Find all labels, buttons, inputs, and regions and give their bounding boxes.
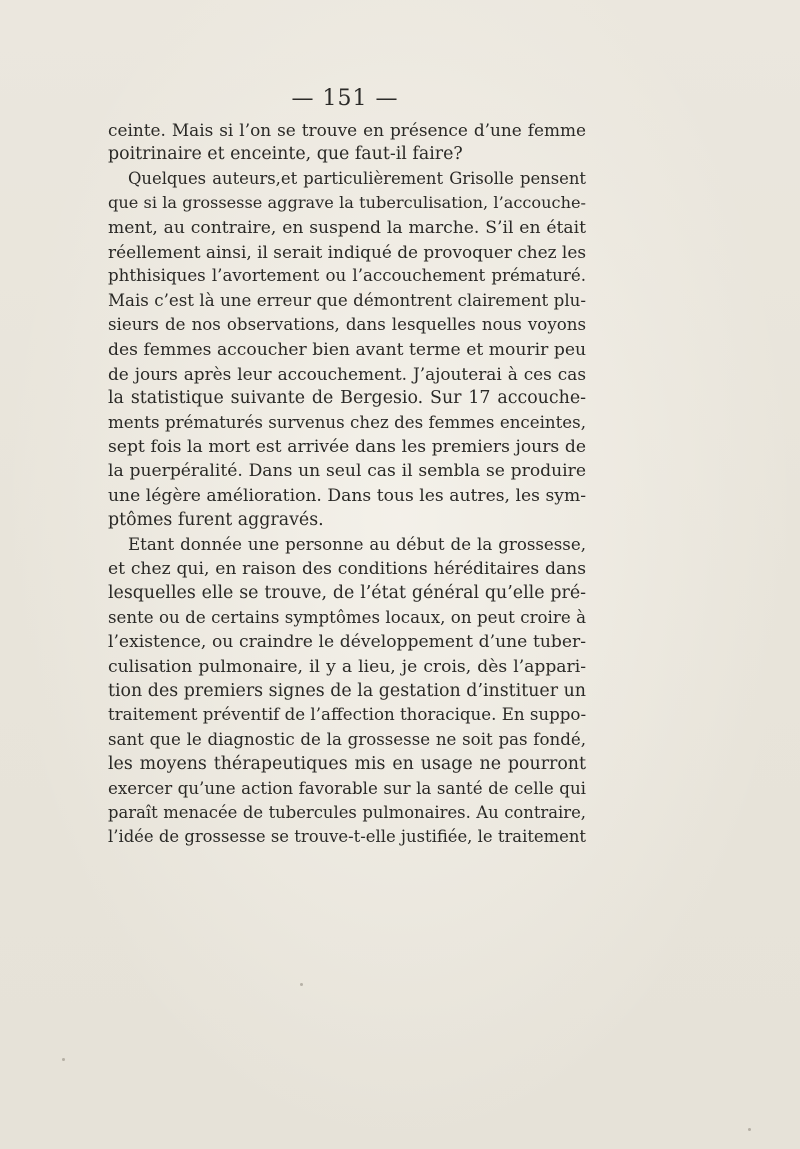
page-number: — 151 — xyxy=(291,86,399,111)
text-line: sept fois la mort est arrivée dans les premiers jours de xyxy=(108,437,586,458)
paper-speck xyxy=(300,983,303,986)
text-line: culisation pulmonaire, il y a lieu, je crois, dès l’appari- xyxy=(108,656,586,677)
body-text xyxy=(108,118,586,850)
text-line: Mais c’est là une erreur que démontrent clairement plu- xyxy=(108,290,586,310)
text-line: la puerpéralité. Dans un seul cas il sembla se produire xyxy=(108,461,586,482)
paper-speck xyxy=(62,1058,65,1061)
text-line: tion des premiers signes de la gestation d’instituer un xyxy=(108,680,586,701)
text-line: sant que le diagnostic de la grossesse ne soit pas fondé, xyxy=(108,729,586,749)
text-line: la statistique suivante de Bergesio. Sur 17 accouche- xyxy=(108,388,586,409)
text-line: ptômes furent aggravés. xyxy=(108,510,324,531)
text-line: de jours après leur accouchement. J’ajouterai à ces cas xyxy=(108,363,586,384)
text-line: l’idée de grossesse se trouve-t-elle justifiée, le traitement xyxy=(108,827,586,847)
text-line: ments prématurés survenus chez des femmes enceintes, xyxy=(108,412,586,432)
text-line: exercer qu’une action favorable sur la santé de celle qui xyxy=(108,778,586,798)
text-line: paraît menacée de tubercules pulmonaires. Au contraire, xyxy=(108,802,586,822)
paper-speck xyxy=(748,1128,751,1131)
text-line: sente ou de certains symptômes locaux, on peut croire à xyxy=(108,607,586,627)
text-line: et chez qui, en raison des conditions héréditaires dans xyxy=(108,559,586,580)
text-line: phthisiques l’avortement ou l’accouchement prématuré. xyxy=(108,266,586,286)
text-line: une légère amélioration. Dans tous les autres, les sym- xyxy=(108,485,586,506)
text-line: Quelques auteurs,et particulièrement Grisolle pensent xyxy=(128,168,586,188)
text-line: l’existence, ou craindre le développement d’une tuber- xyxy=(108,632,586,653)
text-line: ment, au contraire, en suspend la marche. S’il en était xyxy=(108,217,586,238)
text-line: que si la grossesse aggrave la tuberculisation, l’accouche- xyxy=(108,193,586,213)
text-line: des femmes accoucher bien avant terme et mourir peu xyxy=(108,339,586,360)
text-line: Etant donnée une personne au début de la grossesse, xyxy=(128,534,586,554)
text-line: lesquelles elle se trouve, de l’état général qu’elle pré- xyxy=(108,583,586,604)
text-line: traitement préventif de l’affection thoracique. En suppo- xyxy=(108,705,586,725)
text-line: ceinte. Mais si l’on se trouve en présence d’une femme xyxy=(108,120,586,140)
text-line: sieurs de nos observations, dans lesquelles nous voyons xyxy=(108,315,586,335)
text-line: réellement ainsi, il serait indiqué de provoquer chez les xyxy=(108,241,586,262)
text-line: poitrinaire et enceinte, que faut-il faire? xyxy=(108,144,463,165)
text-line: les moyens thérapeutiques mis en usage ne pourront xyxy=(108,754,586,775)
